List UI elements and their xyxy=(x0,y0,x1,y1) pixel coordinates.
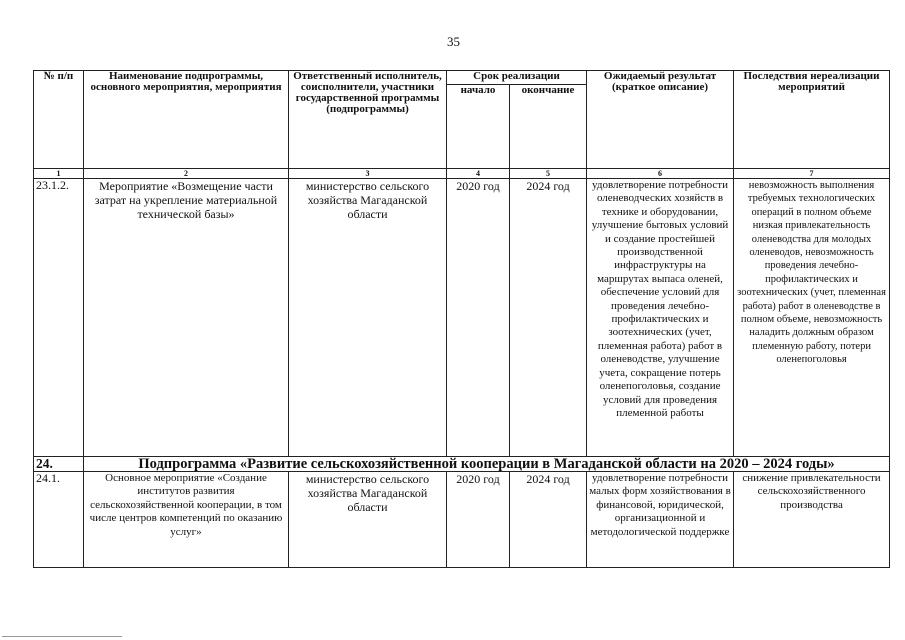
page-bottom-rule xyxy=(2,636,122,637)
header-consequences: Последствия нереализации мероприятий xyxy=(734,71,890,169)
row-id: 23.1.2. xyxy=(34,179,84,457)
row-name: Мероприятие «Возмещение части затрат на укрепление материальной технической базы» xyxy=(84,179,289,457)
column-number: 1 xyxy=(34,169,84,179)
row-id: 24.1. xyxy=(34,472,84,568)
section-title: Подпрограмма «Развитие сельскохозяйственной кооперации в Магаданской области на 2020 – 2024 годы» xyxy=(84,457,890,472)
row-start: 2020 год xyxy=(447,179,510,457)
table-row xyxy=(34,179,890,457)
row-result: удовлетворение потребности малых форм хозяйствования в финансовой, юридической, организационной и методологической поддержке xyxy=(587,472,734,568)
row-consequences: снижение привлекательности сельскохозяйственного производства xyxy=(734,472,890,568)
row-responsible: министерство сельского хозяйства Магаданской области xyxy=(289,472,447,568)
column-number: 2 xyxy=(84,169,289,179)
section-id: 24. xyxy=(34,457,84,472)
page-number: 35 xyxy=(447,34,460,49)
row-result: удовлетворение потребности оленеводческих хозяйств в технике и оборудовании, улучшение бытовых условий и создание простейшей производственной инфраструктуры на маршрутах выпаса оленей, обеспечение условий для проведения лечебно-профилактических и зоотехнических (учет, племенная работа) работ в оленеводстве, улучшение учета, сокращение потерь оленепоголовья, создание условий для проведения племенной работы xyxy=(587,179,734,457)
header-result: Ожидаемый результат (краткое описание) xyxy=(587,71,734,169)
header-row-1 xyxy=(34,71,890,85)
header-start: начало xyxy=(447,85,510,169)
row-responsible: министерство сельского хозяйства Магаданской области xyxy=(289,179,447,457)
header-num: № п/п xyxy=(34,71,84,169)
column-number: 5 xyxy=(510,169,587,179)
row-start: 2020 год xyxy=(447,472,510,568)
row-end: 2024 год xyxy=(510,472,587,568)
row-end: 2024 год xyxy=(510,179,587,457)
header-period: Срок реализации xyxy=(447,71,587,85)
program-table xyxy=(33,70,890,568)
column-number: 4 xyxy=(447,169,510,179)
column-number: 3 xyxy=(289,169,447,179)
section-row xyxy=(34,457,890,472)
column-number: 7 xyxy=(734,169,890,179)
header-name: Наименование подпрограммы, основного мероприятия, мероприятия xyxy=(84,71,289,169)
row-name: Основное мероприятие «Создание институтов развития сельскохозяйственной кооперации, в том числе центров компетенций по оказанию услуг» xyxy=(84,472,289,568)
table-row xyxy=(34,472,890,568)
column-number-row xyxy=(34,169,890,179)
header-end: окончание xyxy=(510,85,587,169)
column-number: 6 xyxy=(587,169,734,179)
header-responsible: Ответственный исполнитель, соисполнители, участники государственной программы (подпрограммы) xyxy=(289,71,447,169)
row-consequences: невозможность выполнения требуемых технологических операций в полном объеме низкая привлекательность оленеводства для молодых оленеводов, невозможность проведения лечебно-профилактических и зоотехнических (учет, племенная работа) работ в оленеводстве в полном объеме, невозможность наладить должным образом племенную работу, потери оленепоголовья xyxy=(734,179,890,457)
